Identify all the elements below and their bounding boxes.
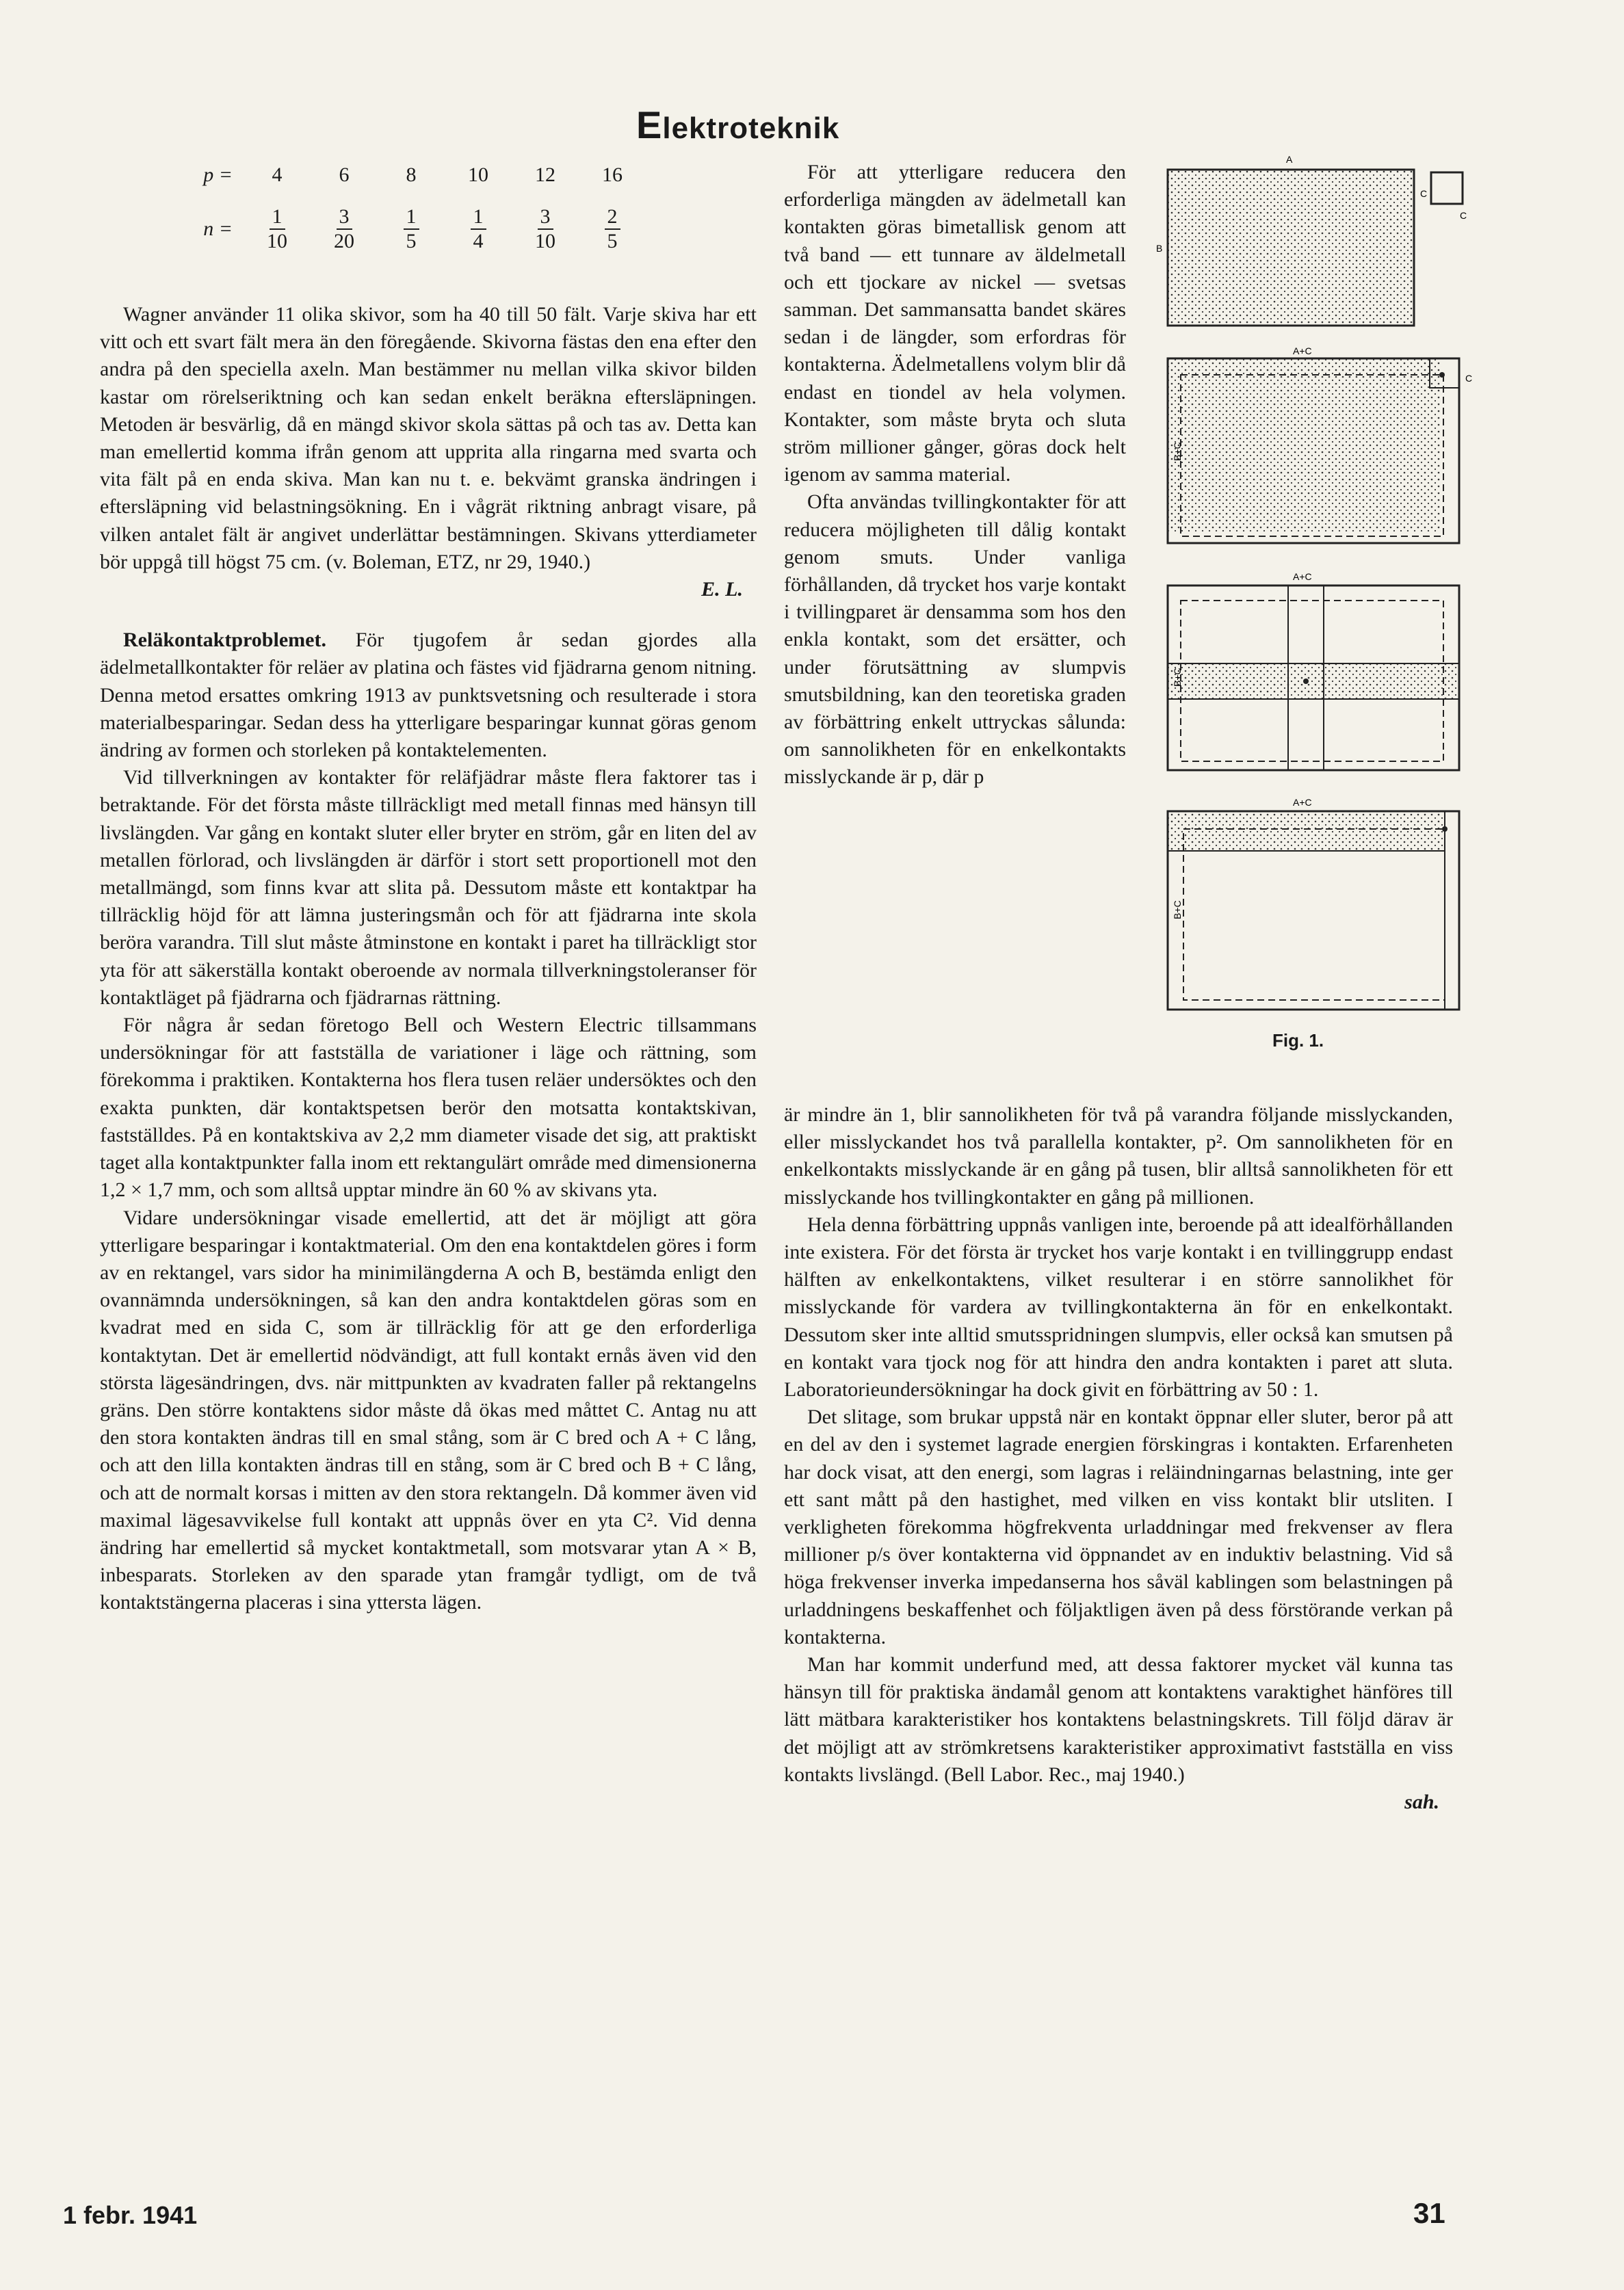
- label-A: A: [1286, 156, 1293, 165]
- label-B-plus-C: B+C: [1172, 668, 1183, 687]
- n-value: [311, 205, 378, 253]
- n-value: [579, 205, 646, 253]
- p-value: 4: [272, 163, 283, 186]
- contact-diagram: [1156, 156, 1498, 1025]
- article2-p2: Vid tillverkningen av kontakter för reläfjädrar måste flera faktorer tas i betraktande. För det första måste tillräckligt med metall finnas med hänsyn till livslängden. Var gång en kontakt sluter eller bryter en ström, går en liten del av metallen förlorad, och livslängden är därför i stort sett proportionell mot den metallmängd, som finns kvar att slita på. Dessutom måste ett kontaktpar ha tillräcklig höjd för att lämna justeringsmån och för att fjädrarna inte skola beröra varandra. Till slut måste åtminstone en kontakt i paret ha tillräckligt stor yta för att säkerställa kontakt oberoende av normala tillverkningstoleranser för kontaktläget på fjädrarna och fjädrarnas rättning.: [100, 766, 757, 1009]
- square-C: [1431, 172, 1463, 204]
- right-column: [784, 1101, 1453, 1816]
- horizontal-bar: [1168, 811, 1445, 851]
- contact-point: [1303, 679, 1309, 684]
- p-value: 10: [468, 163, 488, 186]
- article2-signature: sah.: [1404, 1791, 1439, 1814]
- article2-p6a: Ofta användas tvillingkontakter för att reducera möjligheten till dålig kontakt genom smuts. Under vanliga förhållanden, då trycket hos varje kontakt i tvillingparet är densamma som hos den enkla kontakt, som det ersätter, och under förutsättning av slumpvis smutsbildning, kan den teoretiska graden av förbättring enkelt uttryckas sålunda: om sannolikheten för en enkelkontakts misslyckande är p, där p: [784, 490, 1126, 789]
- n-numerator: 1: [471, 205, 486, 230]
- article2-p8: Det slitage, som brukar uppstå när en kontakt öppnar eller sluter, beror på att en del av den i systemet lagrade energien förskingras i kontakten. Erfarenheten har dock visat, att den energi, som lagras i reläindningarnas belastning, inte ger ett sant mått på den hastighet, med vilken en viss kontakt blir utsliten. I verkligheten förekomma högfrekventa urladdningar med frekvenser av flera millioner p/s över kontakterna vid öppnandet av en induktiv belastning. Vid så höga frekvenser inverka impedanserna hos såväl kablingen som belastningen på urladdningens beskaffenhet och följaktligen även på dess förstörande verkan på kontakterna.: [784, 1406, 1453, 1648]
- panel-2: [1168, 345, 1472, 543]
- n-label: n =: [203, 218, 233, 240]
- article2-p3: För några år sedan företogo Bell och Western Electric tillsammans undersökningar för att fastställa de variationer i läge och rättning, som förekomma i praktiken. Kontakterna hos flera tusen reläer undersöktes och den exakta punkten, där kontaktspetsen berör den motsatta kontaktskivan, fastställdes. På en kontaktskiva av 2,2 mm diameter visade det sig, att praktiskt taget alla kontaktpunkter falla inom ett rektangulärt område med dimensionerna 1,2 × 1,7 mm, och som alltså upptar mindre än 60 % av skivans yta.: [100, 1014, 757, 1202]
- n-value: [244, 205, 311, 253]
- article2-intro: [100, 627, 757, 764]
- middle-column: [784, 159, 1126, 791]
- article1-paragraph: Wagner använder 11 olika skivor, som ha 40 till 50 fält. Varje skiva har ett vitt och ett svart fält mera än den föregående. Skivorna fästas den ena efter den andra på den speciella axeln. Man bestämmer nu mellan vilka skivor bilden kastar om rörelseriktning och kan sedan enkelt beräkna eftersläpningen. Metoden är besvärlig, då en mängd skivor skola sättas på och tas av. Detta kan man emellertid komma ifrån genom att upprita alla ringarna med svarta och vita fält på en enda skiva. Man kan nu t. e. bekvämt granska ändringen i eftersläpning vid belastningsökning. En i vågrät riktning anbragt visare, på vilken antalet fält är angivet underlättar bestämningen. Skivans ytterdiameter bör uppgå till högst 75 cm. (v. Boleman, ETZ, nr 29, 1940.): [100, 303, 757, 573]
- figure-1: [1156, 156, 1498, 1028]
- article2-p6b: är mindre än 1, blir sannolikheten för två på varandra följande misslyckanden, eller misslyckandet hos två parallella kontakter, p². Om sannolikheten för en enkelkontakts misslyckande är en gång på tusen, blir alltså sannolikheten för ett misslyckande hos tvillingkontakter en gång på millionen.: [784, 1103, 1453, 1209]
- n-denominator: 10: [535, 230, 555, 252]
- article2-p4: Vidare undersökningar visade emellertid, att det är möjligt att göra ytterligare besparingar i kontaktmaterial. Om den ena kontaktdelen göres i form av en rektangel, vars sidor ha minimilängderna A och B, bestämda enligt den ovannämnda undersökningen, så kan den andra kontaktdelen göras som en kvadrat med en sida C, som är tillräcklig för att ge den erforderliga kontaktytan. Det är emellertid nödvändigt, att full kontakt ernås även vid den största lägesändringen, dvs. när mittpunkten av kvadraten faller på rektangelns gräns. Den större kontaktens sidor måste då ökas med måttet C. Antag nu att den stora kontakten ändras till en smal stång, som är C bred och A + C lång, och att den lilla kontakten ändras till en stång, som är C bred och B + C lång, och att de normalt korsas i mitten av den stora rektangeln. Då kommer även vid maximal lägesavvikelse full kontakt att uppnås över en yta C². Vid denna ändring har emellertid så mycket kontaktmetall, som motsvarar ytan A × B, inbesparats. Storleken av den sparade ytan framgår tydligt, om de två kontaktstängerna placeras i sina yttersta lägen.: [100, 1206, 757, 1614]
- label-C-left: C: [1420, 188, 1428, 199]
- article2-p9: Man har kommit underfund med, att dessa faktorer mycket väl kunna tas hänsyn till för praktiska ändamål genom att kontaktens varaktighet hänföres till lätt mätbara karakteristiker hos kontaktens belastningskrets. Till följd därav är det möjligt att av strömkretsens karakteristiker approximativt fastställa en viss kontakts livslängd. (Bell Labor. Rec., maj 1940.): [784, 1653, 1453, 1786]
- panel-3: [1168, 571, 1459, 770]
- n-value: [512, 205, 579, 253]
- n-numerator: 3: [337, 205, 352, 230]
- n-numerator: 3: [538, 205, 553, 230]
- rectangle-A-B: [1168, 170, 1414, 326]
- label-A-plus-C: A+C: [1293, 571, 1312, 582]
- horizontal-bar: [1168, 663, 1459, 699]
- table-row-n: [185, 198, 664, 260]
- n-denominator: 20: [334, 230, 354, 252]
- n-denominator: 10: [267, 230, 287, 252]
- article2-p5: För att ytterligare reducera den erforderliga mängden av ädelmetall kan kontakten göras bimetallisk genom att två band — ett tunnare av äldelmetall och ett tjockare av nickel — svetsas samman. Det sammansatta bandet skäres sedan i de längder, som erfordras för kontakterna. Ädelmetallens volym blir då endast en tiondel av hela volymen. Kontakter, som måste bryta och sluta ström millioner gånger, göras dock helt igenom av samma material.: [784, 161, 1126, 486]
- n-value: [445, 205, 512, 253]
- article1-signature: E. L.: [701, 578, 743, 601]
- label-C-bottom: C: [1460, 210, 1467, 221]
- label-B: B: [1156, 243, 1163, 254]
- article2-p1: För tjugofem år sedan gjordes alla ädelmetallkontakter för reläer av platina och fästes vid fjädrarna genom nitning. Denna metod ersattes omkring 1913 av punktsvetsning och resulterade i stora materialbesparingar. Sedan dess ha ytterligare besparingar kunnat göras genom ändring av formen och storleken på kontaktelementen.: [100, 629, 757, 762]
- p-value: 12: [535, 163, 555, 186]
- n-value: [378, 205, 445, 253]
- p-value: 8: [406, 163, 417, 186]
- panel-4: [1168, 797, 1459, 1010]
- p-label: p =: [203, 163, 233, 186]
- shifted-area: [1168, 358, 1441, 533]
- n-denominator: 4: [473, 230, 484, 252]
- article2-heading: Reläkontaktproblemet.: [123, 629, 326, 652]
- label-A-plus-C: A+C: [1293, 797, 1312, 808]
- contact-point: [1442, 826, 1448, 832]
- figure-caption: Fig. 1.: [1272, 1030, 1324, 1051]
- page-number: 31: [1413, 2197, 1445, 2229]
- dashed-rectangle: [1183, 829, 1445, 1000]
- panel-1: [1156, 156, 1467, 326]
- ratio-table: [185, 159, 664, 260]
- p-value: 16: [602, 163, 623, 186]
- page-header: Elektroteknik: [636, 103, 840, 146]
- label-B-plus-C: B+C: [1172, 900, 1183, 919]
- n-numerator: 1: [404, 205, 419, 230]
- table-row-p: [185, 159, 664, 192]
- label-C: C: [1465, 373, 1473, 384]
- n-numerator: 2: [605, 205, 620, 230]
- label-A-plus-C: A+C: [1293, 345, 1312, 356]
- contact-point: [1439, 372, 1445, 378]
- label-B-plus-C: B+C: [1172, 442, 1183, 461]
- p-value: 6: [339, 163, 350, 186]
- n-denominator: 5: [406, 230, 417, 252]
- footer-date: 1 febr. 1941: [63, 2201, 198, 2229]
- n-denominator: 5: [607, 230, 618, 252]
- left-column: [100, 301, 757, 1617]
- article2-p7: Hela denna förbättring uppnås vanligen inte, beroende på att idealförhållanden inte existera. För det första är trycket hos varje kontakt i en tvillinggrupp endast hälften av enkelkontaktens, vilket resulterar i en större sannolikhet för misslyckande för vardera av tvillingkontakterna än för en enkelkontakt. Dessutom sker inte alltid smutsspridningen slumpvis, eller också kan smutsen på en kontakt vara tjock nog för att hindra den andra kontakten i paret att sluta. Laboratorieundersökningar ha dock givit en förbättring av 50 : 1.: [784, 1213, 1453, 1401]
- n-numerator: 1: [270, 205, 285, 230]
